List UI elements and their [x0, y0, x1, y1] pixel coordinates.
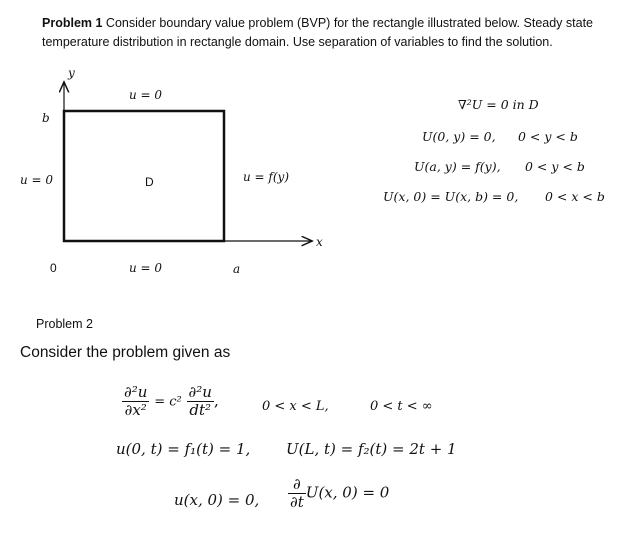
left-boundary-condition: u = 0	[20, 173, 54, 187]
domain-rectangle	[64, 111, 224, 241]
pde-rhs-fraction	[187, 384, 214, 419]
pde-comma: ,	[213, 391, 219, 410]
laplace-equation: ∇²U = 0 in D	[458, 97, 539, 112]
x-axis-label: x	[316, 235, 323, 249]
a-label: a	[233, 262, 241, 276]
problem1-text: Consider boundary value problem (BVP) for the rectangle illustrated below. Steady state temperature distribution in rectangle domain. Use separation of variables to find the solution.	[42, 16, 593, 49]
y-axis-label: y	[68, 66, 75, 80]
ic2-rest: U(x, 0) = 0	[305, 483, 390, 502]
condition-t: 0 < t < ∞	[370, 399, 433, 414]
b-label: b	[42, 111, 50, 125]
top-boundary-condition: u = 0	[129, 88, 163, 102]
pde-lhs-num: ∂²u	[124, 383, 148, 401]
ic2-fraction	[288, 476, 306, 511]
initial-condition-2	[288, 476, 389, 511]
bc-left-eq: U(0, y) = 0,	[422, 129, 496, 144]
pde-lhs-fraction	[122, 384, 149, 419]
bc-left-cond: 0 < y < b	[518, 129, 578, 144]
problem2-intro: Consider the problem given as	[20, 344, 231, 361]
ic2-num: ∂	[288, 476, 306, 494]
pde-mid: = c²	[154, 394, 182, 410]
pde-rhs-den: dt²	[189, 401, 212, 419]
problem1-label: Problem 1	[42, 16, 103, 30]
domain-label: D	[145, 175, 154, 189]
bottom-boundary-condition: u = 0	[129, 261, 163, 275]
problem2-label: Problem 2	[36, 317, 93, 331]
right-boundary-condition: u = f(y)	[243, 170, 289, 184]
origin-label: 0	[50, 261, 57, 275]
boundary-condition-left: u(0, t) = f₁(t) = 1,	[116, 440, 251, 458]
pde-rhs-num: ∂²u	[188, 383, 212, 401]
bc-bottom-top-cond: 0 < x < b	[545, 189, 605, 204]
boundary-condition-right: U(L, t) = f₂(t) = 2t + 1	[286, 440, 457, 458]
ic2-den: ∂t	[290, 493, 304, 511]
condition-x: 0 < x < L,	[262, 399, 329, 414]
wave-equation	[122, 384, 219, 419]
bc-right-cond: 0 < y < b	[525, 159, 585, 174]
initial-condition-1: u(x, 0) = 0,	[174, 491, 260, 509]
bc-bottom-top-eq: U(x, 0) = U(x, b) = 0,	[383, 189, 519, 204]
pde-lhs-den: ∂x²	[124, 401, 147, 419]
bc-right-eq: U(a, y) = f(y),	[414, 159, 501, 174]
